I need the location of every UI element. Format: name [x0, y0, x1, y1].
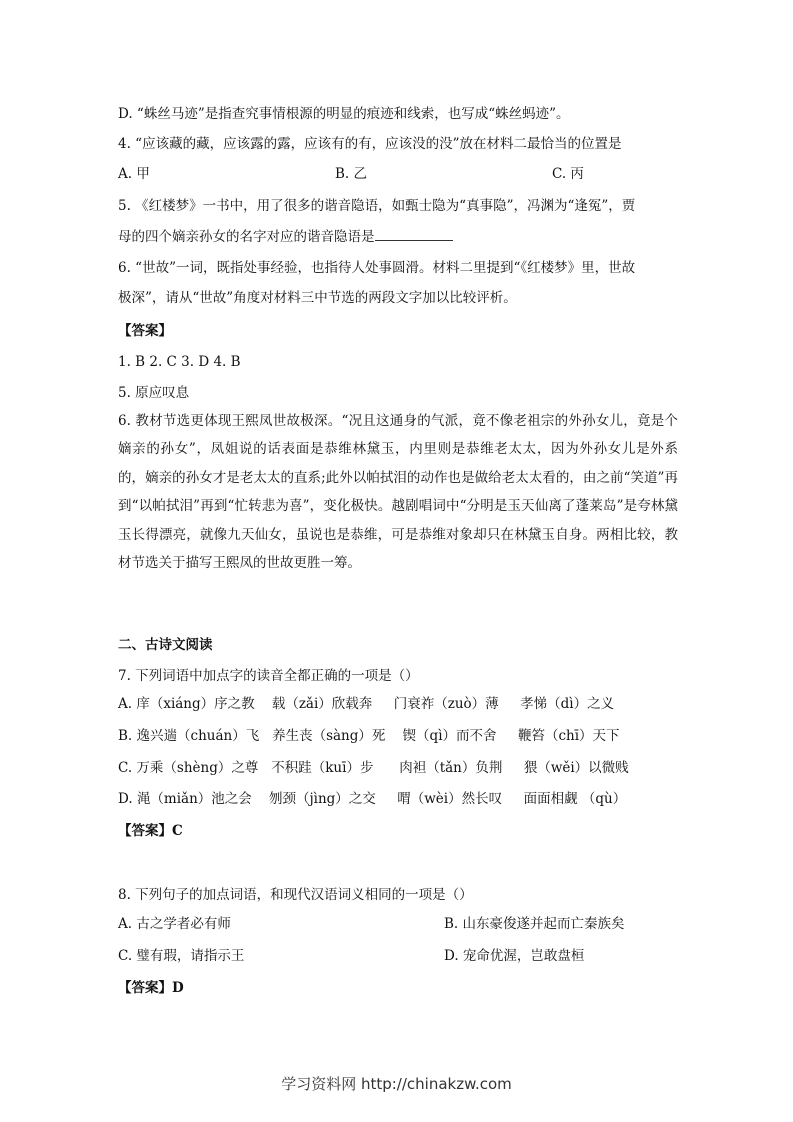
question-7: 7. 下列词语中加点字的读音全都正确的一项是（）	[118, 668, 419, 684]
section-heading: 二、古诗文阅读	[118, 637, 213, 653]
answer-6: 6. 教材节选更体现王熙凤世故极深。“况且这通身的气派，竟不像老祖宗的外孙女儿，竟是个嫡亲的孙女”，凤姐说的话表面是恭维林黛玉，内里则是恭维老太太，因为外孙女儿是外系的，嫡亲的孙女才是老太太的直系;此外以帕拭泪的动作也是做给老太太看的，由之前“笑道”再到“以帕拭泪”再到“忙转悲为喜”，变化极快。越剧唱词中“分明是玉天仙离了蓬莱岛”是夸林黛玉长得漂亮，就像九天仙女，虽说也是恭维，可是恭维对象却只在林黛玉自身。两相比较，教材节选关于描写王熙凤的世故更胜一筹。	[118, 413, 678, 572]
option-d-text: D. “蛛丝马迹”是指查究事情根源的明显的痕迹和线索，也写成“蛛丝蚂迹”。	[118, 106, 570, 122]
question-6-line2: 极深”，请从“世故”角度对材料三中节选的两段文字加以比较评析。	[118, 290, 517, 306]
q7-option-b: B. 逸兴遄（chuán）飞 养生丧（sàng）死 锲（qì）而不舍 鞭笞（chī）天下	[118, 728, 620, 744]
answer-5: 5. 原应叹息	[118, 385, 190, 401]
q8-option-a: A. 古之学者必有师	[118, 916, 231, 932]
q7-option-c: C. 万乘（shèng）之尊 不积跬（kuī）步 肉袒（tǎn）负荆 猥（wěi）以微贱	[118, 760, 629, 776]
question-5-line1: 5. 《红楼梦》一书中，用了很多的谐音隐语，如甄士隐为“真事隐”，冯渊为“逢冤”，贾	[118, 198, 636, 214]
q4-option-b: B. 乙	[335, 166, 368, 182]
question-6-line1: 6. “世故”一词，既指处事经验，也指待人处事圆滑。材料二里提到“《红楼梦》里，世故	[118, 260, 636, 276]
answer-blank	[375, 228, 453, 241]
answer-8: 【答案】D	[118, 980, 184, 996]
answer-heading: 【答案】	[118, 323, 172, 339]
answer-7	[118, 822, 183, 840]
answer-7-text: 【答案】C	[118, 823, 183, 839]
q4-option-a: A. 甲	[118, 166, 150, 182]
q7-option-a: A. 庠（xiáng）序之教 载（zǎi）欣载奔 门衰祚（zuò）薄 孝悌（dì）之义	[118, 696, 615, 712]
q8-option-d: D. 宠命优渥，岂敢盘桓	[444, 948, 585, 964]
question-5-text: 母的四个嫡亲孙女的名字对应的谐音隐语是	[118, 229, 375, 245]
q8-option-b: B. 山东豪俊遂并起而亡秦族矣	[444, 916, 625, 932]
answer-list: 1. B 2. C 3. D 4. B	[118, 354, 241, 370]
question-8: 8. 下列句子的加点词语，和现代汉语词义相同的一项是（）	[118, 887, 473, 903]
question-4: 4. “应该藏的藏，应该露的露，应该有的有，应该没的没”放在材料二最恰当的位置是	[118, 136, 622, 152]
q4-option-c: C. 丙	[552, 166, 584, 182]
q8-option-c: C. 璧有瑕，请指示王	[118, 948, 245, 964]
q7-option-d: D. 渑（miǎn）池之会 刎颈（jìng）之交 喟（wèi）然长叹 面面相觑 （qù）	[118, 791, 627, 807]
page-footer: 学习资料网 http://chinakzw.com	[281, 1075, 512, 1093]
question-5-line2	[118, 228, 453, 246]
